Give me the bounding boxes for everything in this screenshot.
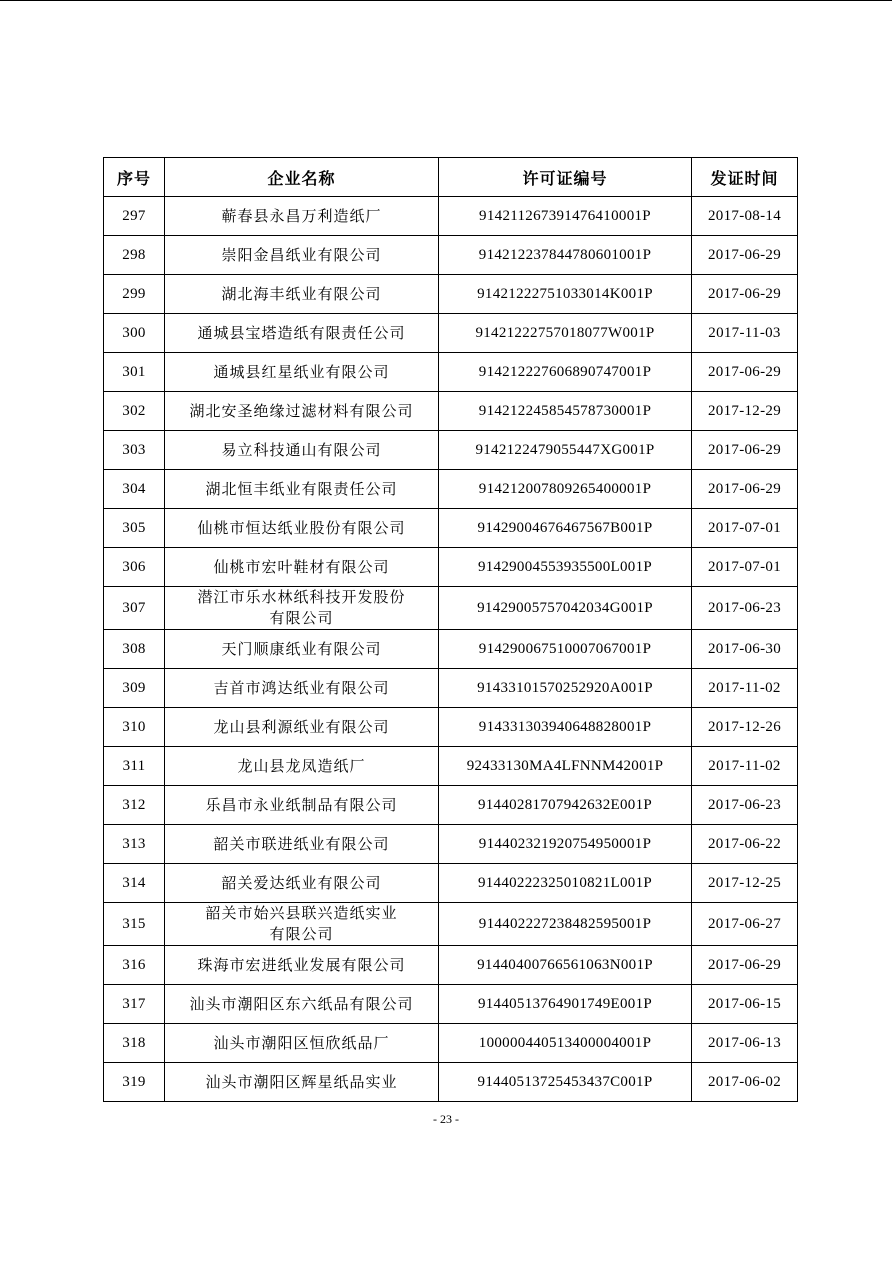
cell-date: 2017-06-29 [692, 470, 798, 509]
cell-permit: 914212237844780601001P [439, 236, 692, 275]
table-row [104, 708, 798, 747]
cell-permit: 91433101570252920A001P [439, 669, 692, 708]
cell-date: 2017-06-02 [692, 1063, 798, 1102]
cell-date: 2017-07-01 [692, 548, 798, 587]
cell-company: 龙山县利源纸业有限公司 [165, 708, 439, 747]
cell-permit: 91440513725453437C001P [439, 1063, 692, 1102]
cell-permit: 91429004553935500L001P [439, 548, 692, 587]
cell-company: 汕头市潮阳区东六纸品有限公司 [165, 985, 439, 1024]
cell-company: 湖北安圣绝缘过滤材料有限公司 [165, 392, 439, 431]
table-row [104, 275, 798, 314]
table-row [104, 985, 798, 1024]
table-row [104, 197, 798, 236]
table-row [104, 1024, 798, 1063]
cell-permit: 91429005757042034G001P [439, 587, 692, 630]
header-seq: 序号 [104, 158, 165, 197]
cell-seq: 303 [104, 431, 165, 470]
cell-date: 2017-12-26 [692, 708, 798, 747]
header-date: 发证时间 [692, 158, 798, 197]
table-row [104, 509, 798, 548]
cell-permit: 91440281707942632E001P [439, 786, 692, 825]
table-row [104, 353, 798, 392]
cell-company: 仙桃市宏叶鞋材有限公司 [165, 548, 439, 587]
cell-seq: 306 [104, 548, 165, 587]
cell-permit: 914331303940648828001P [439, 708, 692, 747]
cell-seq: 310 [104, 708, 165, 747]
cell-seq: 316 [104, 946, 165, 985]
cell-date: 2017-11-02 [692, 669, 798, 708]
cell-permit: 92433130MA4LFNNM42001P [439, 747, 692, 786]
cell-permit: 914290067510007067001P [439, 630, 692, 669]
cell-seq: 305 [104, 509, 165, 548]
permit-table [103, 157, 798, 1102]
cell-permit: 914212245854578730001P [439, 392, 692, 431]
cell-date: 2017-11-03 [692, 314, 798, 353]
table-row [104, 630, 798, 669]
cell-date: 2017-08-14 [692, 197, 798, 236]
cell-company: 吉首市鸿达纸业有限公司 [165, 669, 439, 708]
cell-seq: 319 [104, 1063, 165, 1102]
cell-date: 2017-06-13 [692, 1024, 798, 1063]
cell-seq: 302 [104, 392, 165, 431]
cell-permit: 91440400766561063N001P [439, 946, 692, 985]
table-row [104, 786, 798, 825]
table-header-row [104, 158, 798, 197]
cell-company: 仙桃市恒达纸业股份有限公司 [165, 509, 439, 548]
cell-company: 天门顺康纸业有限公司 [165, 630, 439, 669]
cell-permit: 91421222751033014K001P [439, 275, 692, 314]
cell-company: 汕头市潮阳区恒欣纸品厂 [165, 1024, 439, 1063]
cell-permit: 914212007809265400001P [439, 470, 692, 509]
cell-date: 2017-06-29 [692, 431, 798, 470]
cell-permit: 91440513764901749E001P [439, 985, 692, 1024]
cell-company: 龙山县龙凤造纸厂 [165, 747, 439, 786]
cell-company: 崇阳金昌纸业有限公司 [165, 236, 439, 275]
cell-date: 2017-06-29 [692, 353, 798, 392]
cell-company: 韶关市联进纸业有限公司 [165, 825, 439, 864]
table-row [104, 548, 798, 587]
top-border-line [0, 0, 892, 1]
table-row [104, 236, 798, 275]
cell-company: 易立科技通山有限公司 [165, 431, 439, 470]
cell-date: 2017-06-29 [692, 236, 798, 275]
cell-seq: 311 [104, 747, 165, 786]
cell-seq: 297 [104, 197, 165, 236]
header-company: 企业名称 [165, 158, 439, 197]
table-row [104, 903, 798, 946]
cell-date: 2017-11-02 [692, 747, 798, 786]
cell-seq: 317 [104, 985, 165, 1024]
cell-permit: 9142122479055447XG001P [439, 431, 692, 470]
table-row [104, 864, 798, 903]
cell-date: 2017-12-29 [692, 392, 798, 431]
header-permit: 许可证编号 [439, 158, 692, 197]
cell-date: 2017-06-15 [692, 985, 798, 1024]
cell-seq: 299 [104, 275, 165, 314]
table-body [104, 197, 798, 1102]
cell-permit: 914402227238482595001P [439, 903, 692, 946]
cell-company: 珠海市宏进纸业发展有限公司 [165, 946, 439, 985]
cell-date: 2017-06-29 [692, 275, 798, 314]
cell-seq: 307 [104, 587, 165, 630]
cell-date: 2017-07-01 [692, 509, 798, 548]
cell-company: 韶关爱达纸业有限公司 [165, 864, 439, 903]
cell-company: 蕲春县永昌万利造纸厂 [165, 197, 439, 236]
cell-date: 2017-06-29 [692, 946, 798, 985]
cell-date: 2017-06-23 [692, 587, 798, 630]
page-number: - 23 - [433, 1112, 459, 1126]
cell-company: 韶关市始兴县联兴造纸实业 有限公司 [165, 903, 439, 946]
cell-permit: 91440222325010821L001P [439, 864, 692, 903]
table-row [104, 669, 798, 708]
cell-seq: 308 [104, 630, 165, 669]
cell-company: 湖北海丰纸业有限公司 [165, 275, 439, 314]
table-row [104, 470, 798, 509]
table-row [104, 314, 798, 353]
cell-seq: 315 [104, 903, 165, 946]
cell-permit: 91429004676467567B001P [439, 509, 692, 548]
cell-permit: 914212227606890747001P [439, 353, 692, 392]
cell-date: 2017-12-25 [692, 864, 798, 903]
table-row [104, 587, 798, 630]
cell-company: 乐昌市永业纸制品有限公司 [165, 786, 439, 825]
cell-seq: 309 [104, 669, 165, 708]
table-row [104, 431, 798, 470]
table-row [104, 946, 798, 985]
cell-permit: 914402321920754950001P [439, 825, 692, 864]
cell-date: 2017-06-22 [692, 825, 798, 864]
table-row [104, 747, 798, 786]
cell-seq: 298 [104, 236, 165, 275]
table-row [104, 1063, 798, 1102]
cell-date: 2017-06-30 [692, 630, 798, 669]
cell-seq: 301 [104, 353, 165, 392]
cell-company: 通城县宝塔造纸有限责任公司 [165, 314, 439, 353]
cell-permit: 914211267391476410001P [439, 197, 692, 236]
cell-date: 2017-06-23 [692, 786, 798, 825]
cell-seq: 313 [104, 825, 165, 864]
cell-seq: 312 [104, 786, 165, 825]
cell-date: 2017-06-27 [692, 903, 798, 946]
cell-company: 湖北恒丰纸业有限责任公司 [165, 470, 439, 509]
cell-seq: 304 [104, 470, 165, 509]
cell-seq: 318 [104, 1024, 165, 1063]
cell-seq: 300 [104, 314, 165, 353]
cell-seq: 314 [104, 864, 165, 903]
cell-permit: 100000440513400004001P [439, 1024, 692, 1063]
cell-permit: 91421222757018077W001P [439, 314, 692, 353]
table-row [104, 392, 798, 431]
table-row [104, 825, 798, 864]
cell-company: 通城县红星纸业有限公司 [165, 353, 439, 392]
cell-company: 汕头市潮阳区辉星纸品实业 [165, 1063, 439, 1102]
cell-company: 潜江市乐水林纸科技开发股份 有限公司 [165, 587, 439, 630]
